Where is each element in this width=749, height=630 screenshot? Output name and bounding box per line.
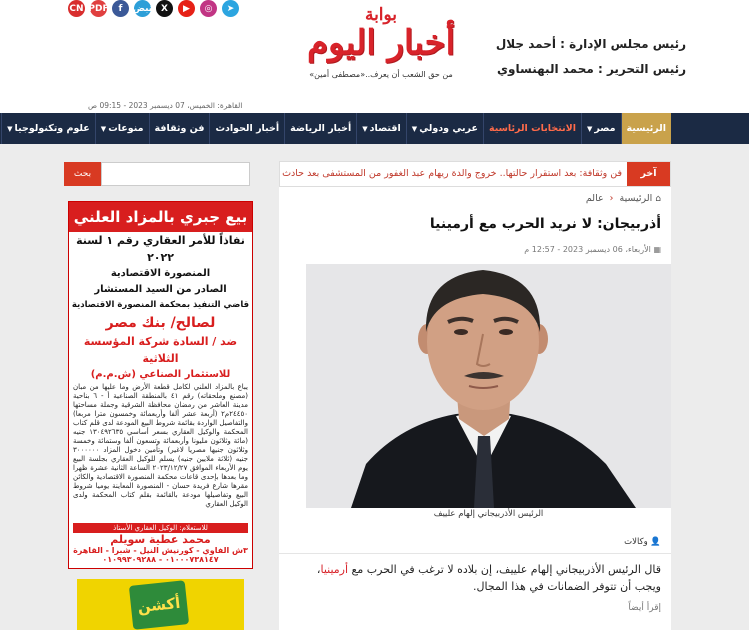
nabd-icon[interactable]: نبض [134, 0, 151, 17]
x-twitter-icon[interactable]: X [156, 0, 173, 17]
article-title: أذربيجان: لا نريد الحرب مع أرمينيا [429, 216, 661, 232]
nav-item-label: أخبار الحوادث [215, 123, 280, 134]
read-also-label: إقرأ أيضاً [628, 603, 661, 613]
main-nav [0, 113, 749, 144]
ad-headline: بيع جبري بالمزاد العلني [69, 202, 252, 232]
youtube-icon[interactable]: ▶ [178, 0, 195, 17]
chevron-down-icon: ▼ [100, 125, 107, 133]
ticker-headline[interactable]: فن وثقافة: بعد استقرار حالتها.. خروج والدة ريهام عبد الغفور من المستشفى بعد حادث [282, 168, 622, 179]
editor-line: رئيس التحرير : محمد البهنساوي [497, 62, 686, 76]
nav-item-0[interactable] [621, 113, 671, 144]
auction-ad[interactable] [68, 201, 253, 569]
article-panel [279, 187, 671, 630]
portrait-illustration [306, 264, 671, 508]
nav-item-9[interactable] [1, 113, 95, 144]
article-author-row [624, 537, 661, 547]
ad-contact-address: ٣ش الفاوي - كورنيش النيل - شبرا - القاهرة [73, 546, 248, 555]
armenia-tag-link[interactable]: أرمينيا [320, 563, 349, 576]
divider [279, 553, 671, 554]
search-input[interactable] [101, 162, 250, 186]
nav-item-label: أخبار الرياضة [290, 123, 352, 134]
home-icon: ⌂ [655, 194, 661, 204]
user-icon: 👤 [650, 537, 661, 547]
ad-line: ضد / السادة شركة المؤسسة الثلاثية [83, 334, 238, 365]
ad-line: المنصورة الاقتصادية [110, 268, 211, 279]
breadcrumb [586, 193, 661, 204]
ad-line: للاستثمار الصناعي (ش.م.م) [90, 368, 231, 380]
nav-item-label: مصر [594, 123, 616, 134]
article-body-text-1: قال الرئيس الأذربيجاني إلهام علييف، إن بلاده لا ترغب في الحرب مع [348, 563, 661, 576]
article-photo [306, 264, 671, 508]
breaking-news-ticker [279, 161, 671, 187]
article-date-row [524, 245, 661, 254]
breadcrumb-home[interactable]: الرئيسية [619, 193, 653, 204]
photo-caption: الرئيس الأذربيجاني إلهام علييف [433, 509, 544, 519]
ad-contact-label: للاستعلام: الوكيل العقاري الأستاذ [73, 523, 248, 533]
ad-contact-name: محمد عطية سويلم [110, 533, 211, 546]
nav-item-label: عربي ودولي [419, 123, 478, 134]
pdf-icon[interactable]: PDF [90, 0, 107, 17]
telegram-icon[interactable]: ➤ [222, 0, 239, 17]
chevron-down-icon: ▼ [411, 125, 418, 133]
nav-item-4[interactable] [356, 113, 406, 144]
nav-item-label: الانتخابات الرئاسية [488, 123, 576, 134]
article-date: الأربعاء، 06 ديسمبر 2023 - 12:57 م [524, 245, 651, 254]
facebook-icon[interactable]: f [112, 0, 129, 17]
chairman-line: رئيس مجلس الإدارة : أحمد جلال [495, 37, 686, 51]
logo-line-1: بوابة [364, 5, 398, 25]
nav-item-2[interactable] [483, 113, 581, 144]
search-button[interactable]: بحث [64, 162, 101, 186]
nav-item-8[interactable] [95, 113, 149, 144]
ad-contact-phone: ٠١٠٠٠٧٣٨١٤٧ - ٠١٠٩٩٣٠٩٢٨٨ [102, 555, 219, 564]
site-logo[interactable] [306, 0, 456, 110]
nav-item-7[interactable] [149, 113, 210, 144]
ad-lines [69, 232, 252, 383]
nav-item-label: علوم وتكنولوجيا [14, 123, 90, 134]
breadcrumb-section[interactable]: عالم [585, 193, 604, 204]
nav-item-label: الرئيسية [626, 123, 666, 134]
search-box [64, 162, 250, 186]
site-header [0, 0, 749, 113]
chevron-down-icon: ▼ [362, 125, 368, 133]
instagram-icon[interactable]: ◎ [200, 0, 217, 17]
logo-line-2: أخبار اليوم [306, 23, 456, 63]
ad-line: الصادر من السيد المستشار [94, 284, 227, 295]
ticker-label: آخر [627, 162, 670, 186]
ad-line: نفاذاً للأمر العقاري رقم ١ لسنة ٢٠٢٢ [76, 234, 245, 264]
logo-slogan: من حق الشعب أن يعرف..«مصطفى أمين» [309, 70, 453, 79]
cairo-link-icon[interactable]: CN [68, 0, 85, 17]
ad2-logo: أكشن [129, 580, 189, 630]
chevron-down-icon: ▼ [7, 125, 13, 133]
nav-item-1[interactable] [581, 113, 621, 144]
article-author[interactable]: وكالات [624, 537, 648, 547]
article-body-text-2: ، ويجب أن تتوفر الضمانات في هذا المجال. [316, 563, 661, 593]
nav-item-label: منوعات [108, 123, 144, 134]
ad-body: يباع بالمزاد العلني لكامل قطعة الأرض وما عليها من مبان (مصنع وملحقاته) رقم ٤١ بالمنطقة الصناعية أ - ٦ بناحية مدينة العاشر من رمضان محافظة الشرقية وجملة مساحتها ٢٤٤٥٠م٢ (أربعة عشر ألفا وأربعمائة وخمسون مترا مربعا) والتفاصيل الواردة بقائمة شروط البيع المودعة لدى قلم كتاب المحكمة والوكيل العقاري بسعر أساسي ١٣٠٤٩٢٦٣٥ جنيه (مائة وثلاثون مليونا وأربعمائة وتسعون ألفا وستمائة وخمسة وثلاثون جنيها مصريا لاغير) وتأمين دخول المزاد ٣٠٠٠٠٠٠ جنيه (ثلاثة ملايين جنيه) يسلم للوكيل العقاري بجلسة البيع يوم الأربعاء الموافق ٢٠٢٣/١٢/٢٧ الساعة الثانية عشرة ظهرا وما بعدها بإحدى قاعات محكمة المنصورة الاقتصادية والكائن مقرها شارع فريدة حسان - المنصورة المعاينة يوميا شروط البيع وتفاصيلها مودعة بالقائمة بقلم كتاب المحكمة ولدى الوكيل العقاري [73, 382, 248, 508]
ad-contact [73, 523, 248, 564]
chevron-down-icon: ▼ [586, 125, 593, 133]
nav-item-6[interactable] [209, 113, 284, 144]
social-links [68, 0, 239, 17]
article-body [293, 561, 661, 595]
nav-item-label: فن وثقافة [154, 123, 205, 134]
nav-items [0, 113, 671, 144]
ad-line: لصالح/ بنك مصر [105, 314, 216, 331]
calendar-icon: ▦ [653, 245, 661, 254]
nav-item-3[interactable] [406, 113, 483, 144]
nav-item-label: اقتصاد [369, 123, 401, 134]
secondary-ad[interactable] [77, 579, 244, 630]
nav-item-5[interactable] [284, 113, 356, 144]
nav-item-10[interactable] [0, 113, 1, 144]
ad-line: قاضي التنفيذ بمحكمة المنصورة الاقتصادية [71, 300, 250, 310]
breadcrumb-separator-icon: ‹ [609, 193, 614, 204]
current-date: القاهرة: الخميس، 07 ديسمبر 2023 - 09:15 ص [88, 101, 243, 110]
